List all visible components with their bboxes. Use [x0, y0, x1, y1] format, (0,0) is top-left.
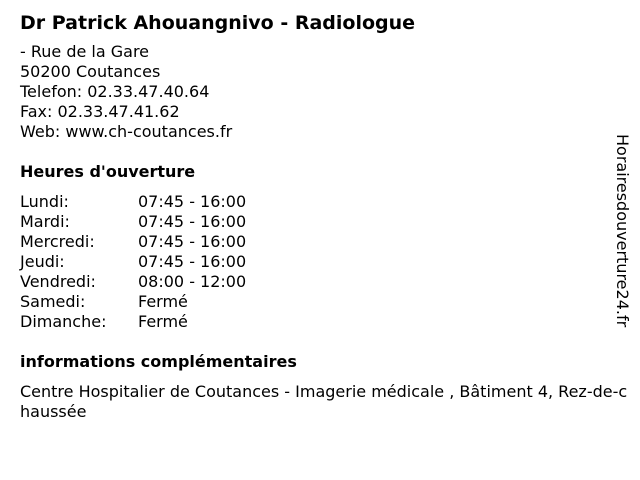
address-city: 50200 Coutances [20, 62, 161, 81]
day-hours: 07:45 - 16:00 [138, 212, 247, 231]
address-street: - Rue de la Gare [20, 42, 150, 61]
day-label: Vendredi: [20, 272, 96, 291]
table-row [20, 292, 246, 312]
day-hours: Fermé [138, 292, 188, 311]
day-hours: Fermé [138, 312, 188, 331]
page-title: Dr Patrick Ahouangnivo - Radiologue [20, 12, 416, 34]
day-label: Mardi: [20, 212, 70, 231]
fax-number: Fax: 02.33.47.41.62 [20, 102, 180, 121]
table-row [20, 232, 246, 252]
phone-number: Telefon: 02.33.47.40.64 [20, 82, 210, 101]
day-hours: 07:45 - 16:00 [138, 192, 247, 211]
day-label: Dimanche: [20, 312, 107, 331]
day-hours: 07:45 - 16:00 [138, 232, 247, 251]
day-hours: 08:00 - 12:00 [138, 272, 247, 291]
page-content [20, 10, 630, 422]
table-row [20, 212, 246, 232]
opening-hours-heading: Heures d'ouverture [20, 162, 196, 181]
day-hours: 07:45 - 16:00 [138, 252, 247, 271]
day-label: Jeudi: [20, 252, 65, 271]
table-row [20, 192, 246, 212]
website-link[interactable]: Web: www.ch-coutances.fr [20, 122, 233, 141]
table-row [20, 272, 246, 292]
additional-info-text: Centre Hospitalier de Coutances - Imagerie médicale , Bâtiment 4, Rez-de-chaussée [20, 382, 628, 421]
day-label: Samedi: [20, 292, 86, 311]
opening-hours-table [20, 192, 246, 332]
additional-info-heading: informations complémentaires [20, 352, 297, 371]
address-block [20, 42, 630, 142]
table-row [20, 312, 246, 332]
day-label: Mercredi: [20, 232, 95, 251]
brand-watermark: Horairesdouverture24.fr [613, 134, 632, 328]
day-label: Lundi: [20, 192, 69, 211]
table-row [20, 252, 246, 272]
